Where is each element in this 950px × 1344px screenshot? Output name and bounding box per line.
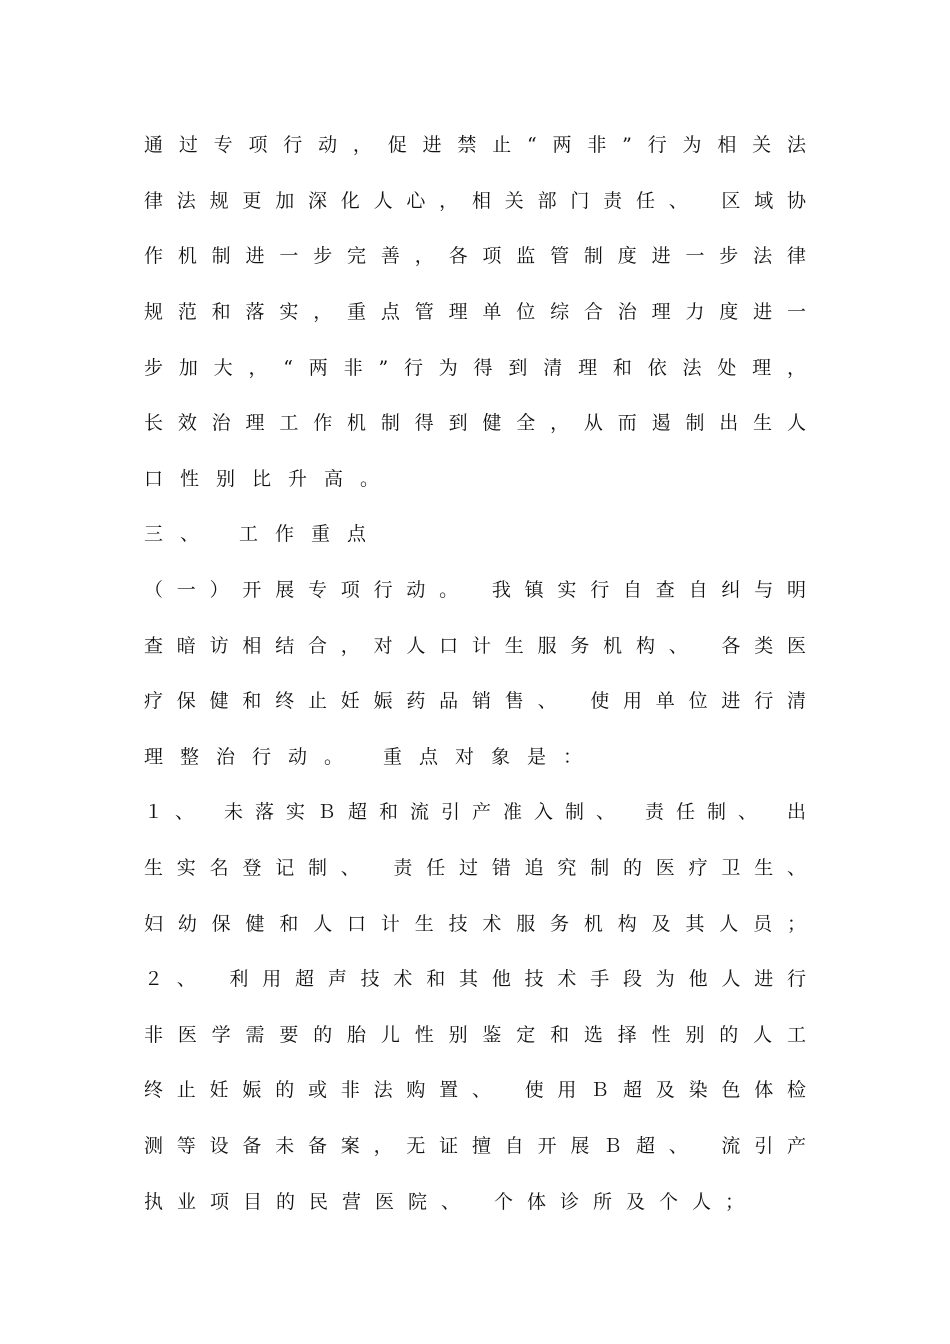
section-heading: 三、 工作重点 — [144, 523, 384, 545]
body-text-line-end: 口性别比升高。 — [144, 468, 397, 490]
list-item-line: 生实名登记制、 责任过错追究制的医疗卫生、 — [144, 857, 806, 879]
body-text-line: 长效治理工作机制得到健全，从而遏制出生人 — [144, 412, 806, 434]
body-text-line: 通过专项行动，促进禁止“两非”行为相关法 — [144, 134, 806, 156]
body-text-line: （一）开展专项行动。 我镇实行自查自纠与明 — [144, 579, 806, 601]
list-item-line-end: 执业项目的民营医院、 个体诊所及个人； — [144, 1191, 759, 1213]
body-text-line: 规范和落实，重点管理单位综合治理力度进一 — [144, 301, 806, 323]
list-item-line: 非医学需要的胎儿性别鉴定和选择性别的人工 — [144, 1024, 806, 1046]
body-text-line: 查暗访相结合，对人口计生服务机构、 各类医 — [144, 635, 806, 657]
body-text-line-end: 理整治行动。 重点对象是： — [144, 746, 600, 768]
list-item-line: ２、 利用超声技术和其他技术手段为他人进行 — [144, 968, 806, 990]
body-text-line: 作机制进一步完善，各项监管制度进一步法律 — [144, 245, 806, 267]
list-item-line: 妇幼保健和人口计生技术服务机构及其人员； — [144, 913, 806, 935]
list-item-line: 测等设备未备案，无证擅自开展Ｂ超、 流引产 — [144, 1135, 806, 1157]
body-text-line: 疗保健和终止妊娠药品销售、 使用单位进行清 — [144, 690, 806, 712]
list-item-line: １、 未落实Ｂ超和流引产准入制、 责任制、 出 — [144, 801, 806, 823]
body-text-line: 律法规更加深化人心，相关部门责任、 区域协 — [144, 190, 806, 212]
body-text-line: 步加大，“两非”行为得到清理和依法处理， — [144, 357, 806, 379]
list-item-line: 终止妊娠的或非法购置、 使用Ｂ超及染色体检 — [144, 1079, 806, 1101]
